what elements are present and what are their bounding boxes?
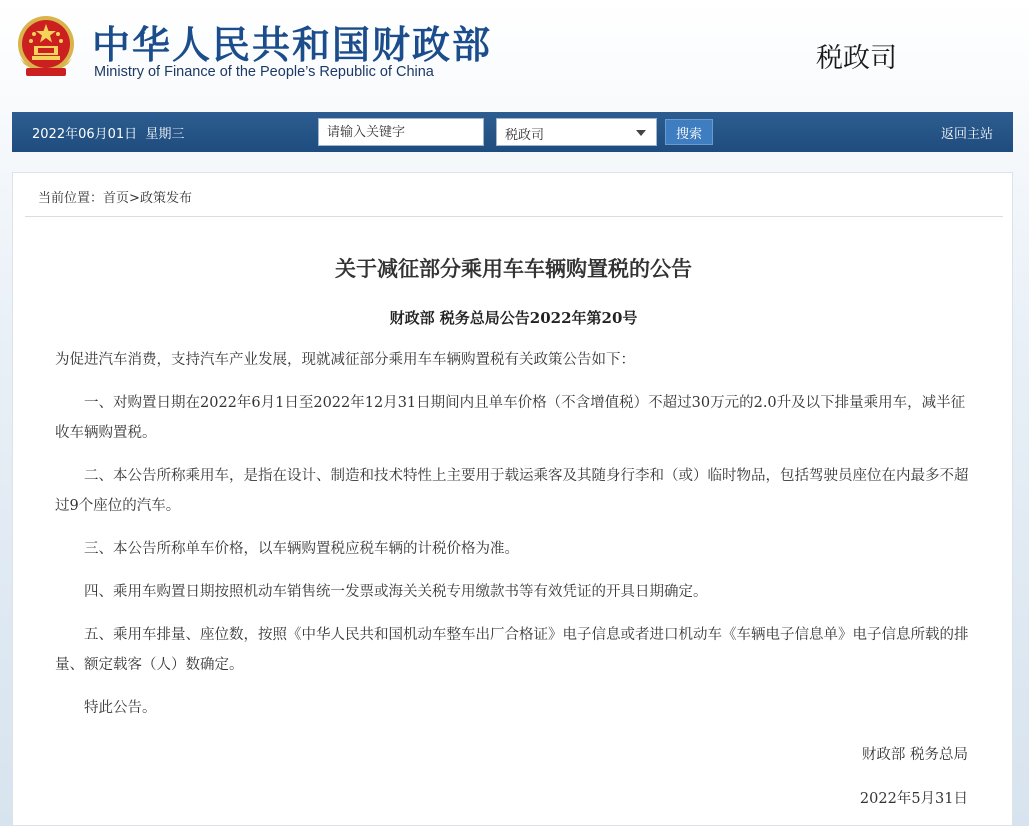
article-paragraph-5: 五、乘用车排量、座位数，按照《中华人民共和国机动车整车出厂合格证》电子信息或者进口机动车《车辆电子信息单》电子信息所载的排量、额定载客（人）数确定。 (55, 627, 969, 673)
article-paragraph-3: 三、本公告所称单车价格，以车辆购置税应税车辆的计税价格为准。 (84, 541, 519, 557)
national-emblem-icon (14, 14, 78, 80)
breadcrumb-prefix: 当前位置： (38, 191, 104, 206)
date-text: 2022年06月01日 (32, 127, 138, 142)
category-select[interactable] (496, 118, 657, 146)
page-title: 关于减征部分乘用车车辆购置税的公告 (335, 257, 692, 281)
site-header (0, 0, 1029, 112)
article-paragraph-2: 二、本公告所称乘用车，是指在设计、制造和技术特性上主要用于载运乘客及其随身行李和（或）临时物品，包括驾驶员座位在内最多不超过9个座位的汽车。 (55, 468, 969, 514)
department-name: 税政司 (816, 43, 897, 74)
nav-bar (12, 112, 1013, 152)
signature: 财政部 税务总局 (861, 747, 968, 763)
search-button[interactable]: 搜索 (665, 119, 713, 145)
breadcrumb-separator: > (129, 191, 140, 206)
breadcrumb (38, 187, 192, 206)
document-number: 财政部 税务总局公告2022年第20号 (389, 309, 638, 327)
closing-paragraph: 特此公告。 (84, 700, 157, 716)
weekday-text: 星期三 (145, 127, 185, 142)
search-input[interactable] (318, 118, 484, 146)
current-date (32, 123, 184, 142)
category-select-value: 税政司 (505, 128, 545, 143)
article-paragraph-1: 一、对购置日期在2022年6月1日至2022年12月31日期间内且单车价格（不含增值税）不超过30万元的2.0升及以下排量乘用车，减半征收车辆购置税。 (55, 395, 966, 441)
breadcrumb-section-link[interactable]: 政策发布 (139, 191, 192, 206)
signature-date: 2022年5月31日 (859, 791, 968, 807)
breadcrumb-home-link[interactable]: 首页 (103, 191, 130, 206)
home-link[interactable]: 返回主站 (940, 127, 993, 142)
article-paragraph-4: 四、乘用车购置日期按照机动车销售统一发票或海关关税专用缴款书等有效凭证的开具日期确定。 (84, 584, 708, 600)
site-title-en: Ministry of Finance of the People’s Republic of China (94, 64, 434, 80)
divider (25, 216, 1003, 217)
intro-paragraph: 为促进汽车消费，支持汽车产业发展，现就减征部分乘用车车辆购置税有关政策公告如下： (55, 352, 635, 368)
chevron-down-icon (636, 130, 646, 136)
main-content (12, 172, 1013, 826)
site-title-cn: 中华人民共和国财政部 (92, 23, 493, 67)
